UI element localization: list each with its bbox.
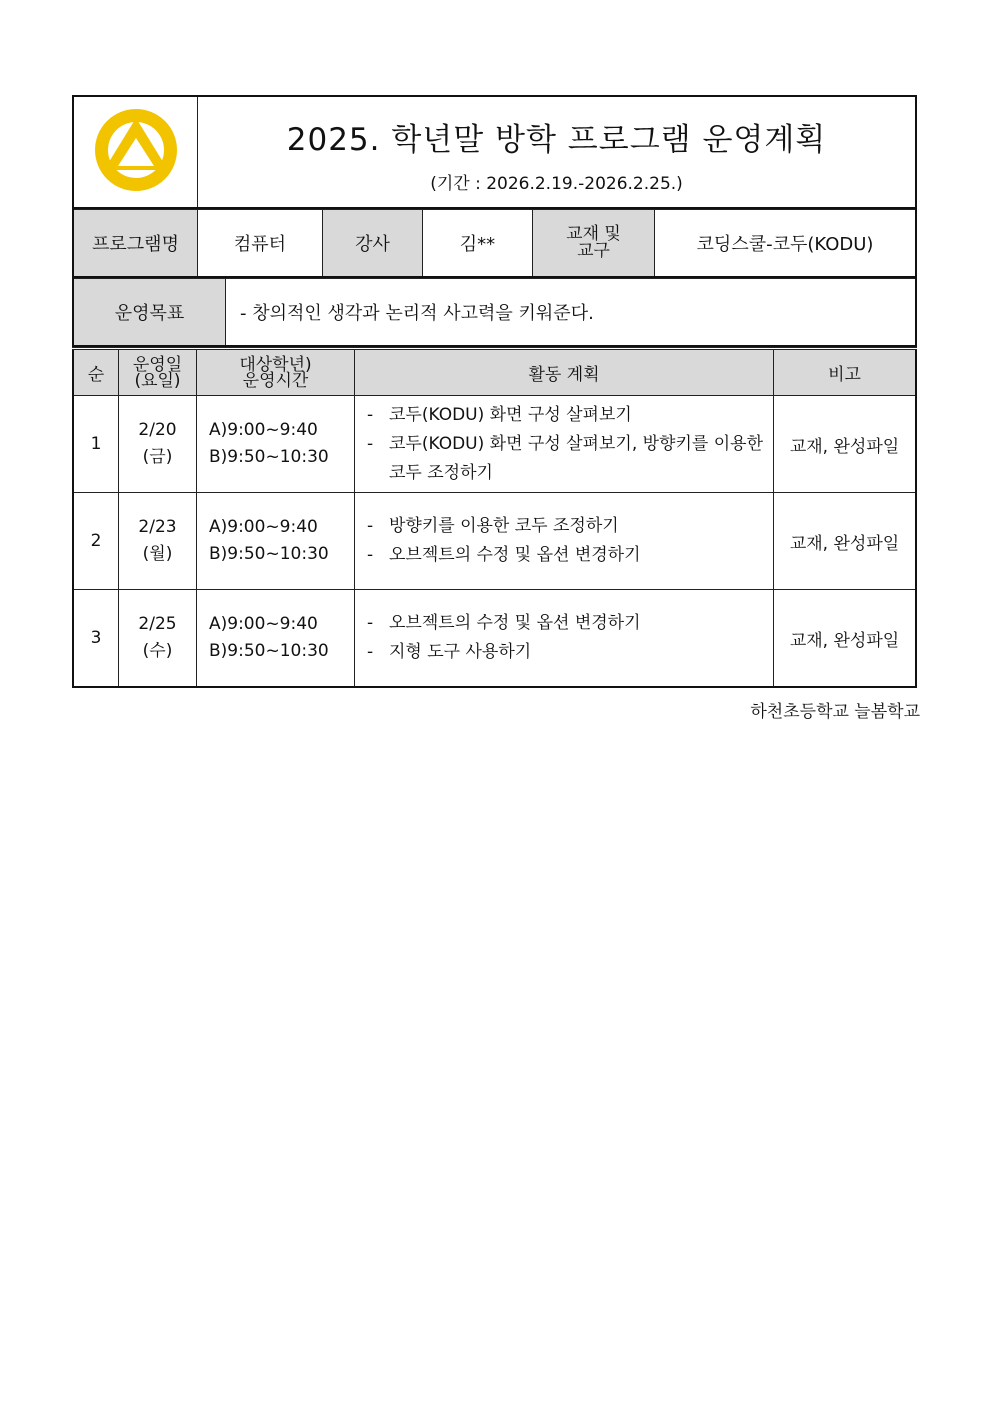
day-value: (금) xyxy=(142,447,173,467)
time-b: B)9:50~10:30 xyxy=(209,447,329,467)
header-no: 순 xyxy=(73,349,119,396)
teacher-label: 강사 xyxy=(323,210,423,278)
activity-item: - 오브젝트의 수정 및 옵션 변경하기 xyxy=(367,609,773,638)
activity-item: - 코두(KODU) 화면 구성 살펴보기 xyxy=(367,401,773,430)
row-time xyxy=(197,493,355,590)
row-no: 3 xyxy=(73,590,119,688)
material-value: 코딩스쿨-코두(KODU) xyxy=(655,210,917,278)
goal-table xyxy=(72,278,917,347)
row-note: 교재, 완성파일 xyxy=(774,396,917,493)
material-label xyxy=(533,210,655,278)
header-date-line1: 운영일 xyxy=(132,354,183,375)
table-row xyxy=(73,493,916,590)
date-value: 2/25 xyxy=(138,614,177,634)
date-value: 2/20 xyxy=(138,420,177,440)
row-no: 1 xyxy=(73,396,119,493)
school-logo-icon xyxy=(94,108,178,192)
row-no: 2 xyxy=(73,493,119,590)
row-activities xyxy=(355,493,774,590)
day-value: (월) xyxy=(142,544,173,564)
header-time-line1: 대상학년) xyxy=(239,354,312,375)
header-date-line2: (요일) xyxy=(134,370,181,391)
time-a: A)9:00~9:40 xyxy=(209,420,318,440)
plan-document xyxy=(72,95,917,688)
date-value: 2/23 xyxy=(138,517,177,537)
footer-school-name: 하천초등학교 늘봄학교 xyxy=(750,702,920,722)
activity-item: - 지형 도구 사용하기 xyxy=(367,638,773,667)
row-date xyxy=(119,590,197,688)
activity-item: - 방향키를 이용한 코두 조정하기 xyxy=(367,512,773,541)
row-activities xyxy=(355,396,774,493)
row-date xyxy=(119,396,197,493)
row-date xyxy=(119,493,197,590)
activity-item: - 오브젝트의 수정 및 옵션 변경하기 xyxy=(367,541,773,570)
goal-text: - 창의적인 생각과 논리적 사고력을 키워준다. xyxy=(226,279,917,347)
header-note: 비고 xyxy=(774,349,917,396)
program-value: 컴퓨터 xyxy=(198,210,323,278)
time-a: A)9:00~9:40 xyxy=(209,614,318,634)
activity-item: - 코두(KODU) 화면 구성 살펴보기, 방향키를 이용한 코두 조정하기 xyxy=(367,430,773,488)
header-date xyxy=(119,349,197,396)
goal-label: 운영목표 xyxy=(73,279,226,347)
header-time xyxy=(197,349,355,396)
header-time-line2: 운영시간 xyxy=(242,370,309,391)
period-text: (기간 : 2026.2.19.-2026.2.25.) xyxy=(430,174,683,194)
info-table xyxy=(72,209,917,278)
row-note: 교재, 완성파일 xyxy=(774,590,917,688)
row-note: 교재, 완성파일 xyxy=(774,493,917,590)
page-title: 2025. 학년말 방학 프로그램 운영계획 xyxy=(286,122,827,158)
row-time xyxy=(197,396,355,493)
table-row xyxy=(73,590,916,688)
day-value: (수) xyxy=(142,641,173,661)
material-label-line2: 교구 xyxy=(577,241,610,261)
material-label-line1: 교재 및 xyxy=(566,224,621,244)
time-b: B)9:50~10:30 xyxy=(209,641,329,661)
row-time xyxy=(197,590,355,688)
logo-cell xyxy=(73,96,198,208)
time-a: A)9:00~9:40 xyxy=(209,517,318,537)
row-activities xyxy=(355,590,774,688)
time-b: B)9:50~10:30 xyxy=(209,544,329,564)
title-cell xyxy=(198,96,917,208)
program-label: 프로그램명 xyxy=(73,210,198,278)
teacher-value: 김** xyxy=(423,210,533,278)
header-activity: 활동 계획 xyxy=(355,349,774,396)
title-table xyxy=(72,95,917,209)
plan-table xyxy=(72,347,917,688)
table-row xyxy=(73,396,916,493)
